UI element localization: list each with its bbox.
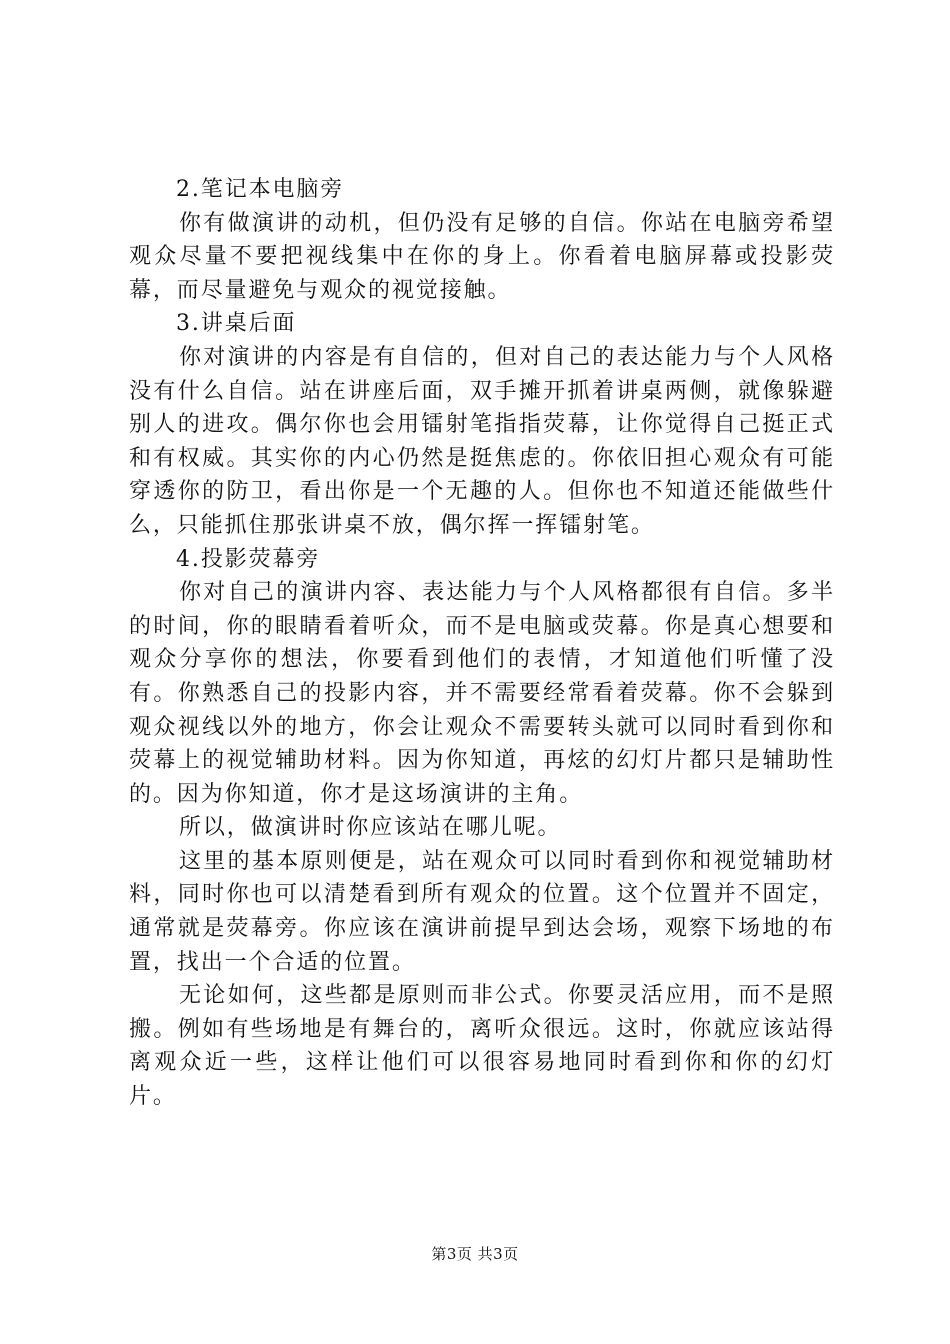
- body-paragraph: 你对演讲的内容是有自信的，但对自己的表达能力与个人风格没有什么自信。站在讲座后面，双手摊开抓着讲桌两侧，就像躲避别人的进攻。偶尔你也会用镭射笔指指荧幕，让你觉得自己挺正式和有权威。其实你的内心仍然是挺焦虑的。你依旧担心观众有可能穿透你的防卫，看出你是一个无趣的人。但你也不知道还能做些什么，只能抓住那张讲桌不放，偶尔挥一挥镭射笔。: [129, 344, 835, 538]
- document-body: [129, 173, 835, 1114]
- body-paragraph: 你有做演讲的动机，但仍没有足够的自信。你站在电脑旁希望观众尽量不要把视线集中在你的身上。你看着电脑屏幕或投影荧幕，而尽量避免与观众的视觉接触。: [129, 210, 835, 303]
- body-paragraph: 这里的基本原则便是，站在观众可以同时看到你和视觉辅助材料，同时你也可以清楚看到所有观众的位置。这个位置并不固定，通常就是荧幕旁。你应该在演讲前提早到达会场，观察下场地的布置，找出一个合适的位置。: [129, 848, 835, 975]
- section-heading: 4.投影荧幕旁: [176, 546, 321, 572]
- body-paragraph: 无论如何，这些都是原则而非公式。你要灵活应用，而不是照搬。例如有些场地是有舞台的，离听众很远。这时，你就应该站得离观众近一些，这样让他们可以很容易地同时看到你和你的幻灯片。: [129, 983, 835, 1110]
- section-heading: 2.笔记本电脑旁: [176, 177, 345, 202]
- body-paragraph: 你对自己的演讲内容、表达能力与个人风格都很有自信。多半的时间，你的眼睛看着听众，而不是电脑或荧幕。你是真心想要和观众分享你的想法，你要看到他们的表情，才知道他们听懂了没有。你熟悉自己的投影内容，并不需要经常看着荧幕。你不会躲到观众视线以外的地方，你会让观众不需要转头就可以同时看到你和荧幕上的视觉辅助材料。因为你知道，再炫的幻灯片都只是辅助性的。因为你知道，你才是这场演讲的主角。: [129, 580, 835, 807]
- page-number-footer: 第3页 共3页: [431, 1245, 519, 1263]
- section-heading: 3.讲桌后面: [176, 311, 297, 337]
- body-paragraph: 所以，做演讲时你应该站在哪儿呢。: [179, 815, 562, 841]
